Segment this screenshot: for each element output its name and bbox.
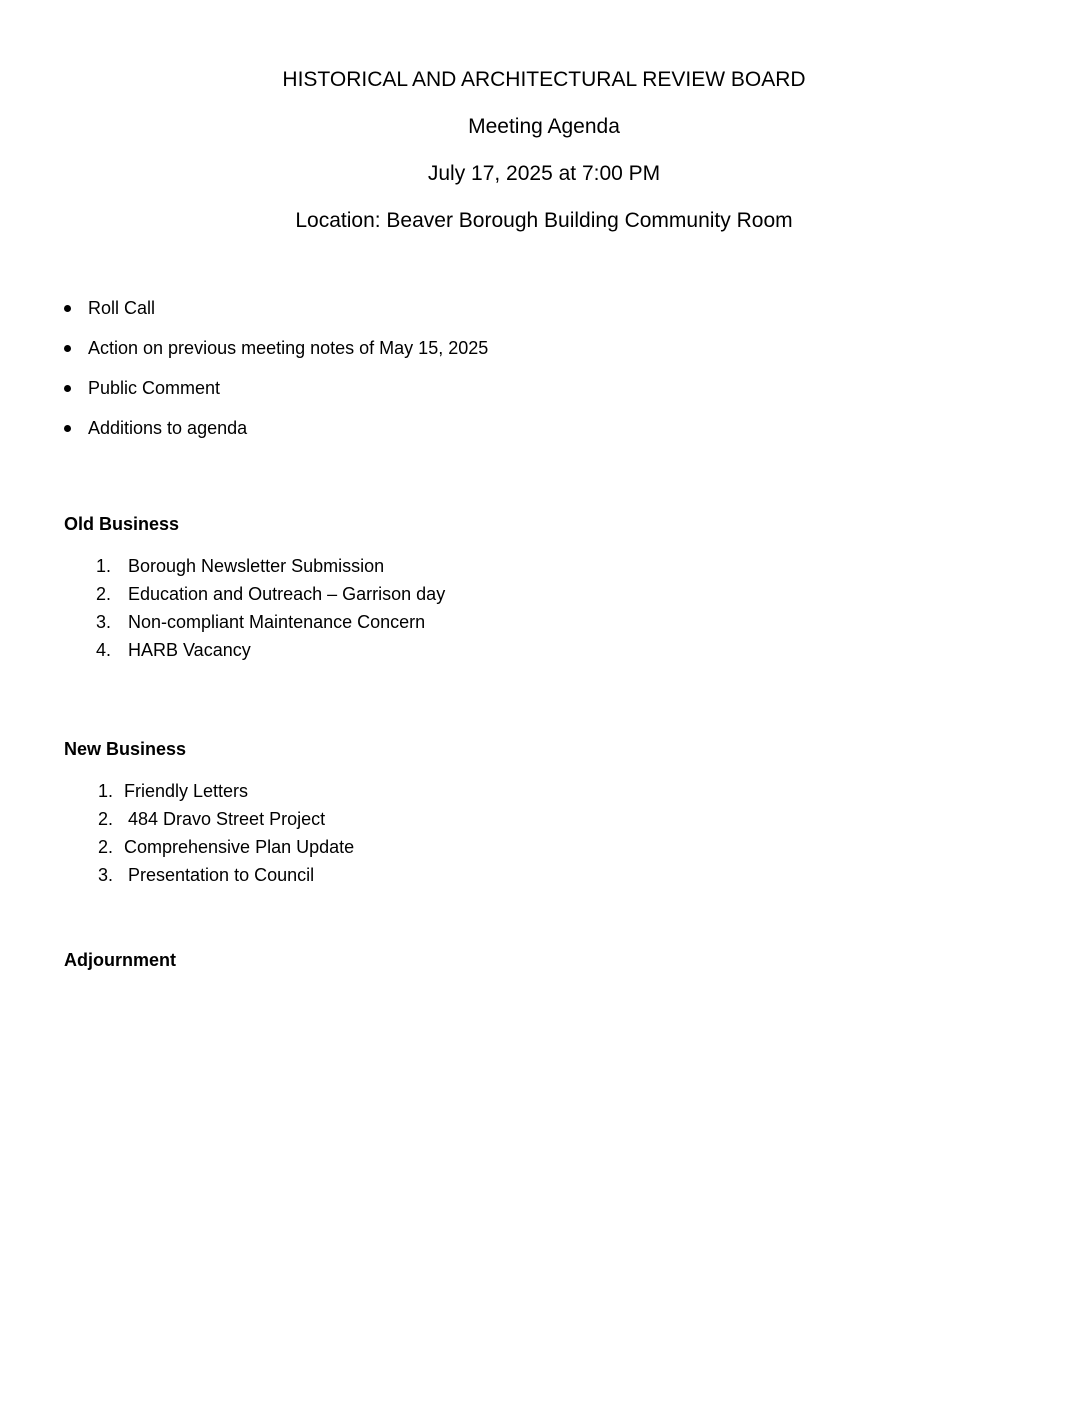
item-text: Borough Newsletter Submission (128, 556, 385, 576)
item-number: 3. (96, 612, 112, 632)
document-title: Meeting Agenda (468, 115, 620, 138)
bullet-icon (64, 425, 71, 432)
bullet-icon (64, 305, 71, 312)
new-business-heading: New Business (64, 739, 187, 759)
list-item-text: Action on previous meeting notes of May 15, 2025 (88, 338, 489, 358)
meeting-location: Location: Beaver Borough Building Community Room (295, 209, 793, 232)
item-text: HARB Vacancy (128, 640, 251, 660)
item-text: Friendly Letters (124, 781, 249, 801)
item-number: 4. (96, 640, 112, 660)
bullet-icon (64, 385, 71, 392)
list-item-text: Roll Call (88, 298, 156, 318)
meeting-date-time: July 17, 2025 at 7:00 PM (427, 162, 661, 185)
item-number: 1. (98, 781, 114, 801)
item-number: 2. (98, 809, 114, 829)
item-text: Education and Outreach – Garrison day (128, 584, 446, 604)
old-business-heading: Old Business (64, 514, 180, 534)
item-text: 484 Dravo Street Project (128, 809, 326, 829)
list-item-text: Additions to agenda (88, 418, 248, 438)
item-number: 2. (96, 584, 112, 604)
item-text: Comprehensive Plan Update (124, 837, 355, 857)
list-item-text: Public Comment (88, 378, 221, 398)
bullet-icon (64, 345, 71, 352)
item-number: 2. (98, 837, 114, 857)
board-name: HISTORICAL AND ARCHITECTURAL REVIEW BOARD (282, 68, 806, 91)
item-number: 1. (96, 556, 112, 576)
adjournment-heading: Adjournment (64, 950, 176, 970)
item-text: Presentation to Council (128, 865, 315, 885)
item-text: Non-compliant Maintenance Concern (128, 612, 426, 632)
item-number: 3. (98, 865, 114, 885)
